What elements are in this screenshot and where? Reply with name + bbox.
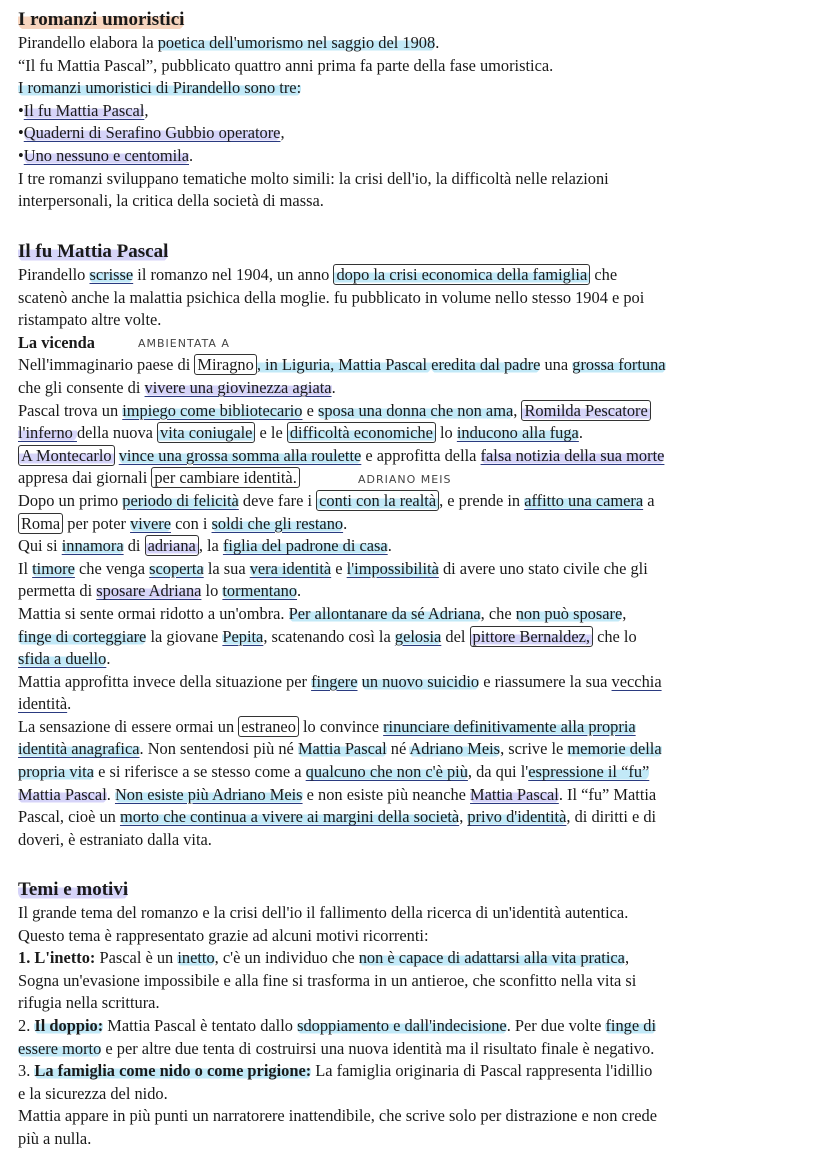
text-line: Dopo un primo periodo di felicità deve fare i conti con la realtà , e prende in affitto una camera a (18, 490, 655, 510)
text-line: Il grande tema del romanzo e la crisi dell'io il fallimento della ricerca di un'identità autentica. (18, 903, 629, 922)
text-line: Qui si innamora di adriana , la figlia del padrone di casa. (18, 536, 392, 556)
handwritten-note: ADRIANO MEIS (358, 473, 452, 486)
text-line: A Montecarlo vince una grossa somma alla roulette e approfitta della falsa notizia della sua morte (18, 445, 818, 468)
text-line: Il timore che venga scoperta la sua vera identità e l'impossibilità di avere uno stato civile che gli (18, 558, 648, 578)
text-line: Pascal trova un impiego come bibliotecario e sposa una donna che non ama, Romilda Pescatore (18, 400, 818, 423)
text-line: Pirandello elabora la poetica dell'umorismo nel saggio del 1908. (18, 33, 440, 52)
text-line: essere morto e per altre due tenta di costruirsi una nuova identità ma il risultato finale è negativo. (18, 1038, 655, 1058)
text-line: che gli consente di vivere una giovinezza agiata. (18, 377, 336, 397)
text-line: Roma per poter vivere con i soldi che gli restano. (18, 513, 818, 536)
text-line: Sogna un'evasione impossibile e alla fine si trasforma in un antieroe, che sconfitto nella vita si (18, 970, 637, 990)
text-line: permetta di sposare Adriana lo tormentano. (18, 581, 302, 601)
section-title: Temi e motivi (18, 879, 129, 900)
text-line: Questo tema è rappresentato grazie ad alcuni motivi ricorrenti: (18, 925, 429, 945)
text-line: finge di corteggiare la giovane Pepita, scatenando così la gelosia del pittore Bernaldez, che lo (18, 626, 637, 646)
text-line: sfida a duello. (18, 649, 111, 669)
text-line: Mattia Pascal. Non esiste più Adriano Meis e non esiste più neanche Mattia Pascal. Il “fu” Mattia (18, 784, 657, 804)
text-line: Nell'immaginario paese di Miragno , in Liguria, Mattia Pascal eredita dal padre una grossa fortuna (18, 355, 666, 375)
text-line: I tre romanzi sviluppano tematiche molto simili: la crisi dell'io, la difficoltà nelle relazioni (18, 168, 609, 188)
text-line: La sensazione di essere ormai un estraneo lo convince rinunciare definitivamente alla propria (18, 716, 636, 736)
section-title: Il fu Mattia Pascal (18, 241, 169, 262)
text-line: appresa dai giornali per cambiare identità. (18, 467, 818, 490)
text-line: interpersonali, la critica della società di massa. (18, 191, 324, 211)
text-line: I romanzi umoristici di Pirandello sono tre: (18, 78, 302, 98)
list-item: •Quaderni di Serafino Gubbio operatore, (18, 123, 285, 143)
text-line: Mattia appare in più punti un narratorere inattendibile, che scrive solo per distrazione e non crede (18, 1106, 657, 1126)
text-line: “Il fu Mattia Pascal”, pubblicato quattro anni prima fa parte della fase umoristica. (18, 55, 554, 75)
text-line: Pirandello scrisse il romanzo nel 1904, un anno dopo la crisi economica della famiglia che (18, 265, 618, 284)
text-line: scatenò anche la malattia psichica della moglie. fu pubblicato in volume nello stesso 1904 e poi (18, 287, 645, 307)
section-title: I romanzi umoristici (18, 9, 185, 30)
section-romanzi-umoristici (18, 8, 818, 213)
text-line: ristampato altre volte. (18, 310, 162, 330)
text-line: 2. Il doppio: Mattia Pascal è tentato dallo sdoppiamento e dall'indecisione. Per due volte finge di (18, 1015, 656, 1035)
text-line: identità. (18, 694, 72, 714)
text-line: Pascal, cioè un morto che continua a vivere ai margini della società, privo d'identità, di diritti e di (18, 807, 657, 827)
handwritten-note: AMBIENTATA A (138, 337, 230, 350)
text-line: 1. L'inetto: Pascal è un inetto, c'è un individuo che non è capace di adattarsi alla vita pratica, (18, 948, 630, 968)
text-line: Mattia approfitta invece della situazione per fingere un nuovo suicidio e riassumere la sua vecchia (18, 671, 662, 691)
text-line: l'inferno della nuova vita coniugale e le difficoltà economiche lo inducono alla fuga. (18, 423, 583, 443)
text-line: identità anagrafica. Non sentendosi più né Mattia Pascal né Adriano Meis, scrive le memorie della (18, 739, 662, 759)
text-line: rifugia nella scrittura. (18, 993, 160, 1013)
subsection-title: La vicenda (18, 332, 95, 352)
text-line: doveri, è estraniato dalla vita. (18, 829, 212, 849)
list-item: •Uno nessuno e centomila. (18, 145, 194, 165)
section-temi-motivi (18, 878, 818, 1151)
list-item: •Il fu Mattia Pascal, (18, 100, 149, 120)
text-line: propria vita e si riferisce a se stesso come a qualcuno che non c'è più, da qui l'espressione il “fu” (18, 762, 650, 782)
text-line: e la sicurezza del nido. (18, 1083, 168, 1103)
text-line: Mattia si sente ormai ridotto a un'ombra. Per allontanare da sé Adriana, che non può sposare, (18, 603, 627, 623)
text-line: più a nulla. (18, 1128, 92, 1148)
section-mattia-pascal (18, 240, 818, 851)
text-line: 3. La famiglia come nido o come prigione: La famiglia originaria di Pascal rappresenta l'idillio (18, 1061, 653, 1081)
